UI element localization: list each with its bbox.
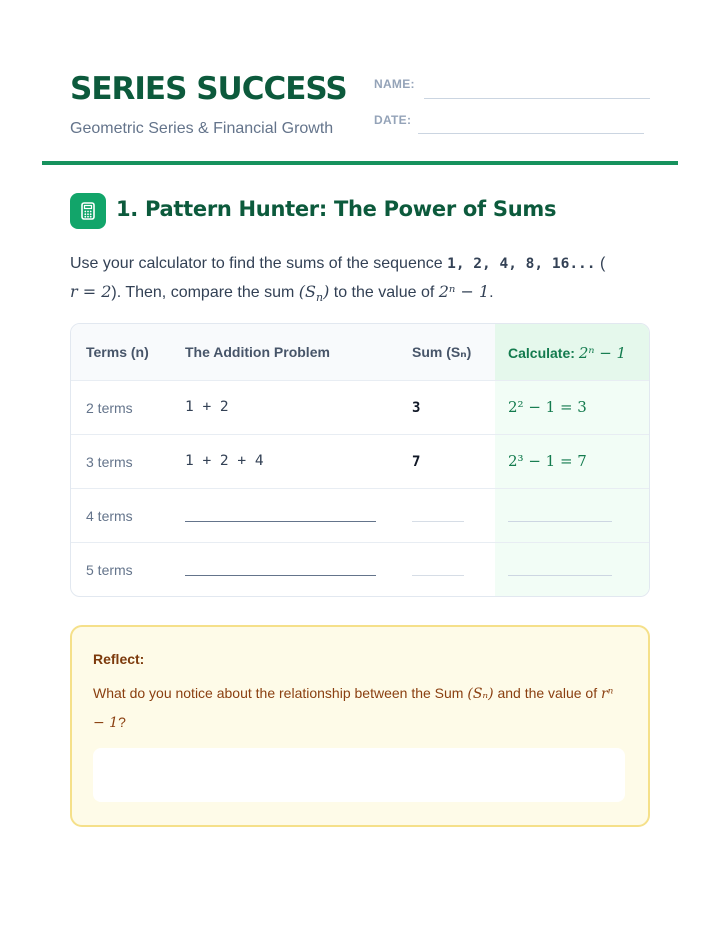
row-3-calc: 2³ − 1 = 7 [508, 452, 587, 470]
calculator-icon [70, 193, 106, 229]
sequence-text: 1, 2, 4, 8, 16... [447, 256, 596, 272]
intro-text-3: to the value of [333, 284, 435, 301]
row-3-problem: 1 + 2 + 4 [185, 453, 264, 469]
intro-paren: ( [599, 255, 606, 272]
reflect-box [70, 625, 650, 827]
reflect-question: What do you notice about the relationship between the Sum (Sₙ) and the value of rⁿ − 1? [93, 685, 614, 731]
date-field [374, 113, 411, 127]
power-expression: 2ⁿ − 1 [438, 282, 490, 301]
row-2-terms: 2 terms [86, 400, 133, 416]
name-input-line[interactable] [424, 97, 650, 99]
reflect-answer-area[interactable] [93, 748, 625, 802]
section-title: 1. Pattern Hunter: The Power of Sums [116, 197, 557, 221]
intro-text-1: Use your calculator to find the sums of the sequence [70, 255, 443, 272]
row-2-problem: 1 + 2 [185, 399, 229, 415]
brand-block [70, 70, 347, 138]
row-4-calc-blank[interactable] [508, 521, 612, 522]
row-4-sum-blank[interactable] [412, 521, 464, 522]
row-3-terms: 3 terms [86, 454, 133, 470]
row-5-terms: 5 terms [86, 562, 133, 578]
worksheet-title: SERIES SUCCESS [70, 71, 347, 107]
row-5-problem-blank[interactable] [185, 575, 376, 576]
row-4-problem-blank[interactable] [185, 521, 376, 522]
header-problem: The Addition Problem [185, 344, 330, 360]
header-divider [42, 161, 678, 165]
row-2-sum: 3 [412, 400, 421, 416]
header-terms: Terms (n) [86, 344, 149, 360]
header-calculate: Calculate: 2ⁿ − 1 [508, 344, 627, 362]
date-input-line[interactable] [418, 132, 644, 134]
ratio-expression: r = 2 [70, 282, 112, 301]
row-3-sum: 7 [412, 454, 421, 470]
sums-table [70, 323, 650, 597]
row-5-calc-blank[interactable] [508, 575, 612, 576]
row-2-calc: 2² − 1 = 3 [508, 398, 587, 416]
reflect-title: Reflect: [93, 651, 145, 667]
instructions-paragraph: Use your calculator to find the sums of the sequence 1, 2, 4, 8, 16... ( r = 2). Then, compare the sum $(S_n)$ to the value of 2ⁿ − 1. [70, 255, 606, 305]
name-label: NAME: [374, 77, 415, 91]
intro-text-2: ). Then, compare the sum [111, 284, 295, 301]
header-sum: Sum (Sₙ) [412, 344, 472, 360]
row-4-terms: 4 terms [86, 508, 133, 524]
date-label: DATE: [374, 113, 412, 127]
name-field [374, 77, 415, 91]
worksheet-subtitle: Geometric Series & Financial Growth [70, 120, 334, 137]
row-5-sum-blank[interactable] [412, 575, 464, 576]
